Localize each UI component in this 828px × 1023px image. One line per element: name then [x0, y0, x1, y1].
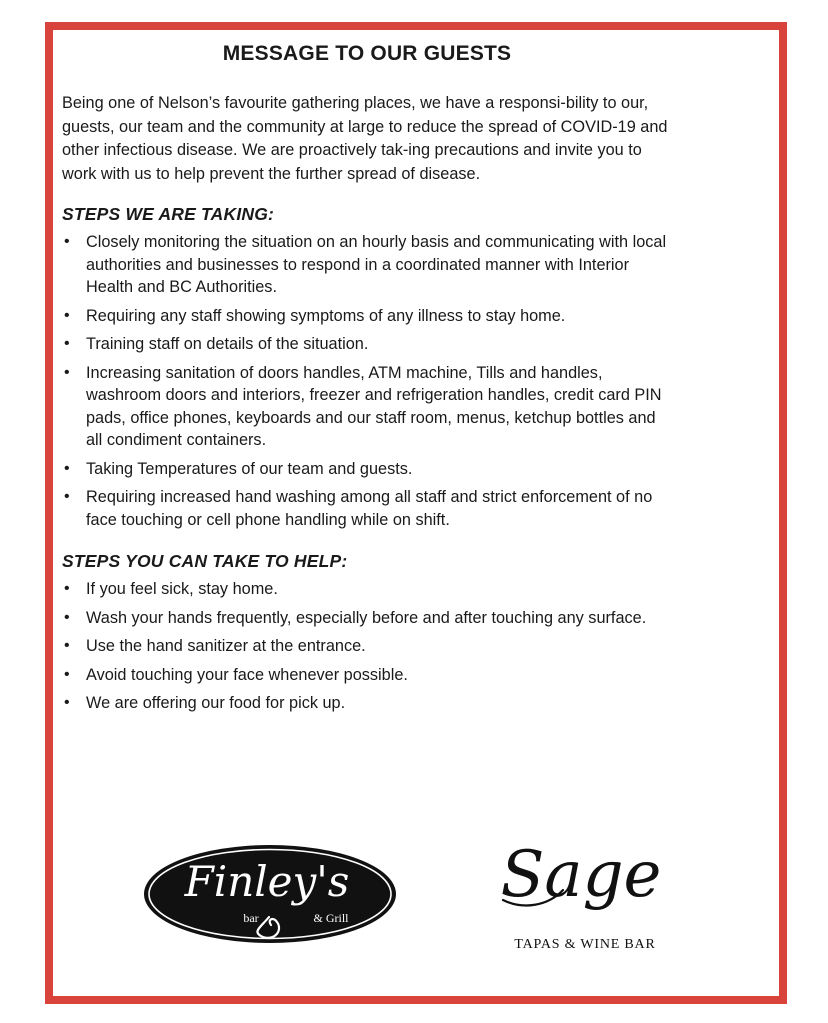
bullet-icon: • [64, 459, 70, 477]
intro-paragraph: Being one of Nelson’s favourite gathering places, we have a responsi-bility to our, guests, our team and the community at large to reduce the spread of COVID-19 and other infectious disease. We are proactively tak-ing precautions and invite you to work with us to help prevent the further spread of disease. [62, 94, 668, 183]
steps-taking-list [62, 231, 672, 531]
list-item: • Closely monitoring the situation on an hourly basis and communicating with local authorities and businesses to respond in a coordinated manner with Interior Health and BC Authorities. [64, 233, 667, 296]
finleys-logo-name: Finley's [184, 857, 350, 906]
steps-help-heading: STEPS YOU CAN TAKE TO HELP: [62, 551, 348, 571]
list-item: • Increasing sanitation of doors handles, ATM machine, Tills and handles, washroom doors and interiors, freezer and refrigeration handles, credit card PIN pads, office phones, keyboards and our staff room, menus, ketchup bottles and all condiment containers. [64, 363, 662, 449]
logos-row [45, 820, 787, 970]
bullet-icon: • [64, 488, 70, 505]
list-item: • Use the hand sanitizer at the entrance. [62, 635, 672, 658]
list-item: • Wash your hands frequently, especially before and after touching any surface. [62, 607, 672, 630]
bullet-icon: • [64, 637, 70, 654]
bullet-icon: • [64, 580, 70, 597]
page-title: MESSAGE TO OUR GUESTS [222, 42, 512, 65]
finleys-logo [141, 842, 399, 946]
bullet-icon: • [64, 363, 70, 381]
sage-logo-tagline: TAPAS & WINE BAR [514, 937, 656, 952]
list-item: • We are offering our food for pick up. [62, 692, 672, 715]
bullet-icon: • [64, 306, 70, 324]
bullet-icon: • [64, 665, 70, 683]
list-item: • If you feel sick, stay home. [62, 578, 672, 601]
finleys-logo-bar: bar [243, 911, 259, 925]
bullet-icon: • [64, 608, 70, 626]
bullet-icon: • [64, 694, 70, 711]
list-item: • Requiring any staff showing symptoms of any illness to stay home. [62, 305, 672, 328]
sage-logo-name: Sage [500, 838, 662, 912]
notice-content [62, 42, 672, 735]
sage-logo [493, 820, 683, 960]
bullet-icon: • [64, 335, 70, 352]
bullet-icon: • [64, 233, 70, 250]
list-item: • Taking Temperatures of our team and guests. [62, 458, 672, 481]
list-item: • Training staff on details of the situation. [62, 333, 672, 356]
steps-taking-heading: STEPS WE ARE TAKING: [62, 204, 275, 224]
list-item: • Avoid touching your face whenever possible. [62, 664, 672, 687]
list-item: • Requiring increased hand washing among all staff and strict enforcement of no face touching or cell phone handling while on shift. [64, 488, 653, 529]
finleys-logo-grill: & Grill [313, 911, 349, 925]
steps-help-list [62, 578, 672, 715]
